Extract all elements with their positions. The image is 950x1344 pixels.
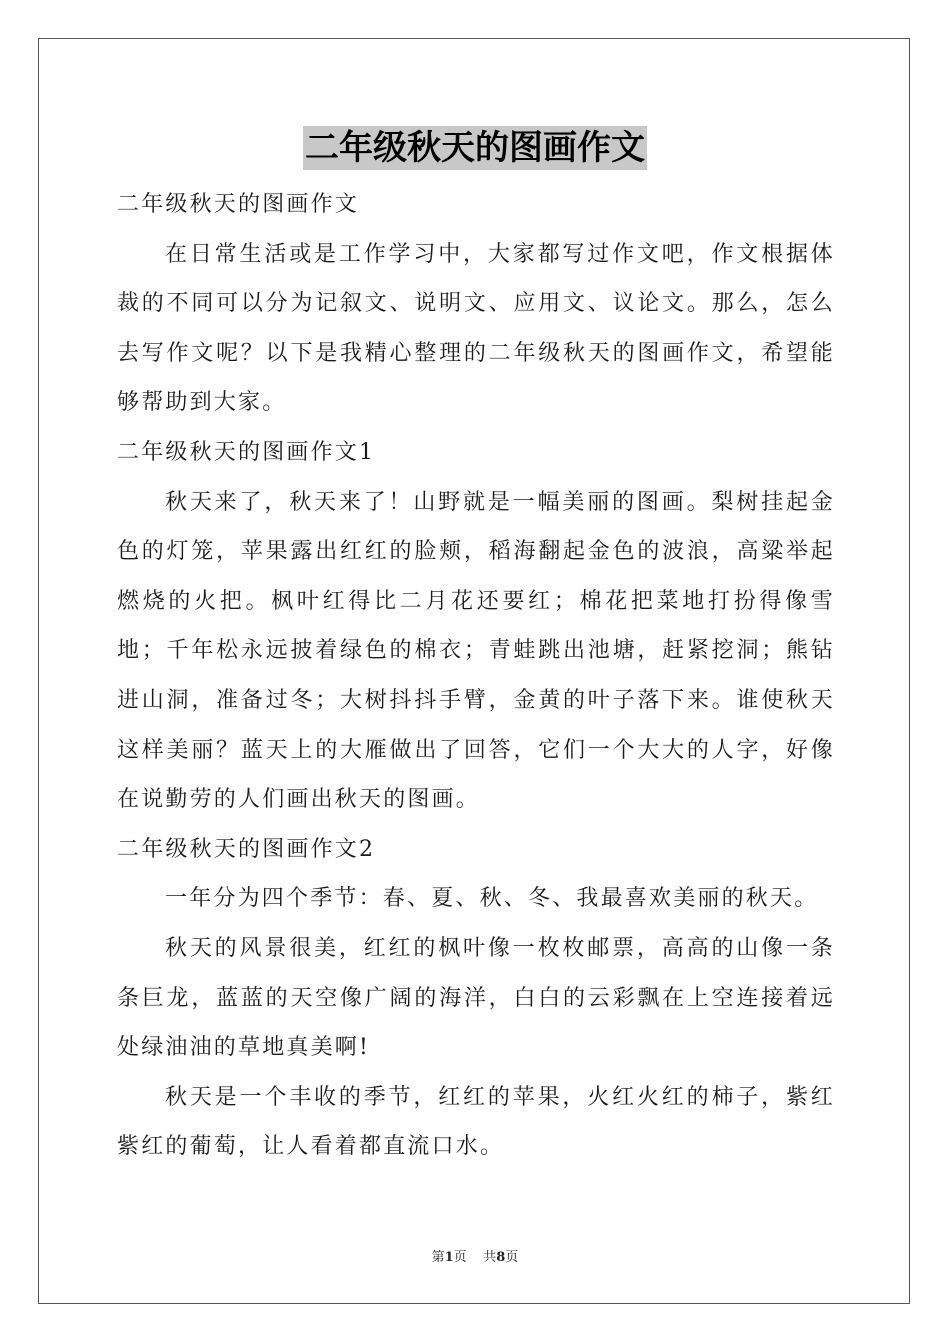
page-footer (0, 1246, 950, 1265)
document-title: 二年级秋天的图画作文 (305, 128, 645, 168)
body-paragraph: 秋天来了，秋天来了！山野就是一幅美丽的图画。梨树挂起金色的灯笼，苹果露出红红的脸颊，稻海翻起金色的波浪，高粱举起燃烧的火把。枫叶红得比二月花还要红；棉花把菜地打扮得像雪地；千年松永远披着绿色的棉衣；青蛙跳出池塘，赶紧挖洞；熊钻进山洞，准备过冬；大树抖抖手臂，金黄的叶子落下来。谁使秋天这样美丽？蓝天上的大雁做出了回答，它们一个大大的人字，好像在说勤劳的人们画出秋天的图画。 (117, 489, 835, 813)
footer-total-suffix: 页 (505, 1250, 519, 1265)
footer-page-suffix: 页 (453, 1250, 467, 1265)
title-container (0, 126, 950, 170)
footer-page-prefix: 第 (431, 1250, 445, 1265)
section-heading: 二年级秋天的图画作文 (117, 192, 360, 217)
body-paragraph: 在日常生活或是工作学习中，大家都写过作文吧，作文根据体裁的不同可以分为记叙文、说明文、应用文、议论文。那么，怎么去写作文呢？以下是我精心整理的二年级秋天的图画作文，希望能够帮助到大家。 (117, 241, 835, 416)
body-paragraph: 一年分为四个季节：春、夏、秋、冬、我最喜欢美丽的秋天。 (165, 886, 819, 912)
body-paragraph: 秋天的风景很美，红红的枫叶像一枚枚邮票，高高的山像一条条巨龙，蓝蓝的天空像广阔的海洋，白白的云彩飘在上空连接着远处绿油油的草地真美啊! (117, 935, 835, 1061)
body-paragraph: 秋天是一个丰收的季节，红红的苹果，火红火红的柿子，紫红紫红的葡萄，让人看着都直流口水。 (117, 1084, 835, 1160)
footer-total-number: 8 (496, 1250, 506, 1265)
footer-total-prefix: 共 (483, 1250, 497, 1265)
footer-page-number: 1 (444, 1250, 454, 1265)
section-heading: 二年级秋天的图画作文2 (117, 836, 376, 862)
section-heading: 二年级秋天的图画作文1 (117, 439, 376, 465)
document-body (117, 180, 835, 1172)
